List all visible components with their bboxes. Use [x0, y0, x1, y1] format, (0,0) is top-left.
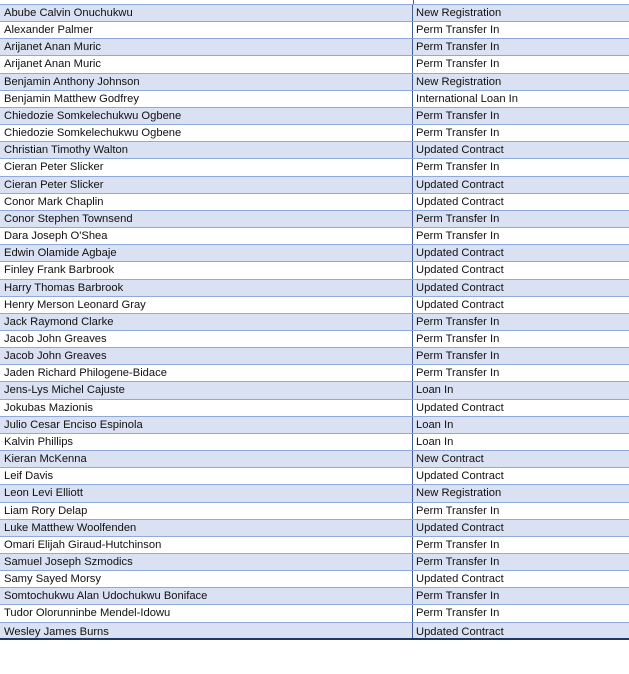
table-row[interactable]	[0, 108, 629, 125]
table-row[interactable]	[0, 571, 629, 588]
player-name-cell[interactable]: Jens-Lys Michel Cajuste	[0, 382, 413, 398]
table-row[interactable]	[0, 588, 629, 605]
registration-type-cell[interactable]: Updated Contract	[416, 298, 504, 311]
table-row[interactable]	[0, 554, 629, 571]
player-name-cell[interactable]: Tudor Olorunninbe Mendel-Idowu	[0, 605, 413, 621]
table-row[interactable]	[0, 382, 629, 399]
registration-type-cell[interactable]: Perm Transfer In	[416, 24, 500, 37]
table-row[interactable]	[0, 125, 629, 142]
table-row[interactable]	[0, 159, 629, 176]
registration-type-cell[interactable]: Updated Contract	[416, 195, 504, 208]
player-name-cell[interactable]: Benjamin Anthony Johnson	[0, 74, 413, 90]
player-name-cell[interactable]: Jacob John Greaves	[0, 331, 413, 347]
registration-type-cell[interactable]: Updated Contract	[416, 625, 504, 638]
registration-type-cell[interactable]: Perm Transfer In	[416, 109, 500, 122]
registration-type-cell[interactable]: Loan In	[416, 435, 454, 448]
table-row[interactable]	[0, 142, 629, 159]
player-name-cell[interactable]: Samuel Joseph Szmodics	[0, 554, 413, 570]
player-name-cell[interactable]: Jacob John Greaves	[0, 348, 413, 364]
table-row[interactable]	[0, 485, 629, 502]
registration-type-cell[interactable]: Perm Transfer In	[416, 212, 500, 225]
registration-type-cell[interactable]: Updated Contract	[416, 573, 504, 586]
registration-type-cell[interactable]: Perm Transfer In	[416, 127, 500, 140]
player-name-cell[interactable]: Jaden Richard Philogene-Bidace	[0, 365, 413, 381]
registration-type-cell[interactable]: Updated Contract	[416, 281, 504, 294]
table-row[interactable]	[0, 348, 629, 365]
player-name-cell[interactable]: Julio Cesar Enciso Espinola	[0, 417, 413, 433]
table-row[interactable]	[0, 434, 629, 451]
registration-type-cell[interactable]: Perm Transfer In	[416, 58, 500, 71]
player-name-cell[interactable]: Christian Timothy Walton	[0, 142, 413, 158]
registration-type-cell[interactable]: Updated Contract	[416, 470, 504, 483]
table-row[interactable]	[0, 365, 629, 382]
player-name-cell[interactable]: Harry Thomas Barbrook	[0, 280, 413, 296]
table-row[interactable]	[0, 56, 629, 73]
table-row[interactable]	[0, 314, 629, 331]
registration-type-cell[interactable]: Perm Transfer In	[416, 230, 500, 243]
table-row[interactable]	[0, 297, 629, 314]
player-name-cell[interactable]: Kieran McKenna	[0, 451, 413, 467]
registration-type-cell[interactable]: Loan In	[416, 384, 454, 397]
table-row[interactable]	[0, 451, 629, 468]
player-name-cell[interactable]: Henry Merson Leonard Gray	[0, 297, 413, 313]
player-name-cell[interactable]: Conor Stephen Townsend	[0, 211, 413, 227]
registration-type-cell[interactable]: Perm Transfer In	[416, 556, 500, 568]
table-row[interactable]	[0, 211, 629, 228]
player-name-cell[interactable]: Alexander Palmer	[0, 22, 413, 38]
player-name-cell[interactable]: Benjamin Matthew Godfrey	[0, 91, 413, 107]
registration-type-cell[interactable]: Updated Contract	[416, 521, 504, 534]
player-name-cell[interactable]: Chiedozie Somkelechukwu Ogbene	[0, 108, 413, 124]
player-name-cell[interactable]: Somtochukwu Alan Udochukwu Boniface	[0, 588, 413, 604]
player-name-cell[interactable]: Kalvin Phillips	[0, 434, 413, 450]
registration-type-cell[interactable]: Perm Transfer In	[416, 41, 500, 54]
player-name-cell[interactable]: Cieran Peter Slicker	[0, 177, 413, 193]
registration-type-cell[interactable]: New Contract	[416, 453, 484, 466]
registration-type-cell[interactable]: Updated Contract	[416, 178, 504, 191]
table-row[interactable]	[0, 520, 629, 537]
table-row[interactable]	[0, 280, 629, 297]
table-row[interactable]	[0, 537, 629, 554]
player-name-cell[interactable]: Jokubas Mazionis	[0, 400, 413, 416]
table-row[interactable]	[0, 400, 629, 417]
registration-type-cell[interactable]: Perm Transfer In	[416, 590, 500, 603]
registration-type-cell[interactable]: New Registration	[416, 75, 502, 88]
player-name-cell[interactable]: Arijanet Anan Muric	[0, 39, 413, 55]
table-row[interactable]	[0, 623, 629, 640]
registration-type-cell[interactable]: Perm Transfer In	[416, 332, 500, 345]
table-row[interactable]	[0, 91, 629, 108]
table-row[interactable]	[0, 177, 629, 194]
table-body	[0, 4, 629, 640]
table-row[interactable]	[0, 503, 629, 520]
registration-type-cell[interactable]: New Registration	[416, 7, 502, 19]
registration-type-cell[interactable]: Perm Transfer In	[416, 504, 500, 517]
registration-type-cell[interactable]: Perm Transfer In	[416, 350, 500, 363]
player-name-cell[interactable]: Dara Joseph O'Shea	[0, 228, 413, 244]
table-row[interactable]	[0, 194, 629, 211]
table-row[interactable]	[0, 228, 629, 245]
player-name-cell[interactable]: Edwin Olamide Agbaje	[0, 245, 413, 261]
table-row[interactable]	[0, 262, 629, 279]
player-name-cell[interactable]: Luke Matthew Woolfenden	[0, 520, 413, 536]
player-name-cell[interactable]: Arijanet Anan Muric	[0, 56, 413, 72]
player-name-cell[interactable]: Abube Calvin Onuchukwu	[0, 5, 413, 21]
registration-type-cell[interactable]: International Loan In	[416, 92, 519, 105]
registration-type-cell[interactable]: Perm Transfer In	[416, 367, 500, 380]
player-name-cell[interactable]: Leif Davis	[0, 468, 413, 484]
table-row[interactable]	[0, 22, 629, 39]
table-row[interactable]	[0, 5, 629, 22]
table-row[interactable]	[0, 331, 629, 348]
player-name-cell[interactable]: Finley Frank Barbrook	[0, 262, 413, 278]
registration-type-cell[interactable]: Perm Transfer In	[416, 538, 500, 551]
player-name-cell[interactable]: Conor Mark Chaplin	[0, 194, 413, 210]
registration-type-cell[interactable]: Perm Transfer In	[416, 161, 500, 174]
table-row[interactable]	[0, 74, 629, 91]
registration-type-cell[interactable]: Updated Contract	[416, 144, 504, 157]
table-row[interactable]	[0, 605, 629, 622]
registration-type-cell[interactable]: Updated Contract	[416, 247, 504, 260]
registration-type-cell[interactable]: Loan In	[416, 418, 454, 431]
registration-type-cell[interactable]: Updated Contract	[416, 264, 504, 277]
registration-type-cell[interactable]: Updated Contract	[416, 401, 504, 414]
player-name-cell[interactable]: Jack Raymond Clarke	[0, 314, 413, 330]
player-name-cell[interactable]: Liam Rory Delap	[0, 503, 413, 519]
player-name-cell[interactable]: Leon Levi Elliott	[0, 485, 413, 501]
player-name-cell[interactable]: Samy Sayed Morsy	[0, 571, 413, 587]
table-row[interactable]	[0, 468, 629, 485]
table-row[interactable]	[0, 417, 629, 434]
registration-type-cell[interactable]: New Registration	[416, 487, 502, 500]
registration-type-cell[interactable]: Perm Transfer In	[416, 315, 500, 328]
player-name-cell[interactable]: Omari Elijah Giraud-Hutchinson	[0, 537, 413, 553]
player-name-cell[interactable]: Cieran Peter Slicker	[0, 159, 413, 175]
player-name-cell[interactable]: Chiedozie Somkelechukwu Ogbene	[0, 125, 413, 141]
table-row[interactable]	[0, 245, 629, 262]
registration-type-cell[interactable]: Perm Transfer In	[416, 607, 500, 620]
player-name-cell[interactable]: Wesley James Burns	[0, 623, 413, 638]
table-row[interactable]	[0, 39, 629, 56]
